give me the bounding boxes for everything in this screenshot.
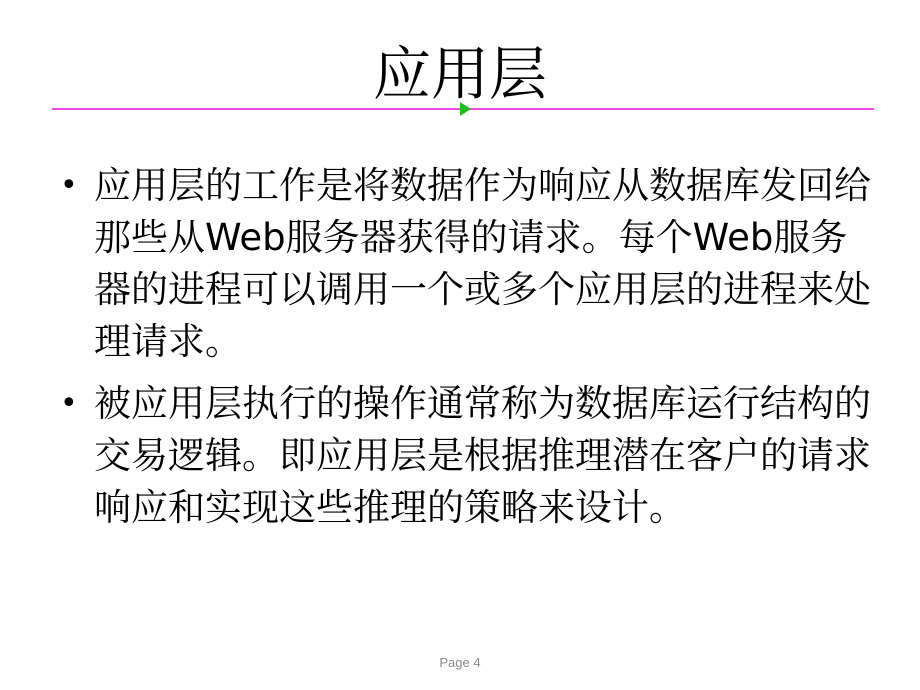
slide-title: 应用层 — [372, 40, 547, 108]
bullet-item — [60, 378, 882, 534]
bullet-text: 被应用层执行的操作通常称为数据库运行结构的交易逻辑。即应用层是根据推理潜在客户的请求响应和实现这些推理的策略来设计。 — [94, 382, 871, 529]
bullet-dot-icon: • — [60, 386, 78, 421]
bullet-item — [60, 160, 882, 368]
bullet-text: 应用层的工作是将数据作为响应从数据库发回给那些从Web服务器获得的请求。每个Web服务器的进程可以调用一个或多个应用层的进程来处理请求。 — [94, 164, 871, 363]
bullet-list — [60, 160, 882, 544]
page-number: Page 4 — [439, 655, 481, 670]
play-marker-icon — [460, 102, 471, 116]
bullet-dot-icon: • — [60, 168, 78, 203]
